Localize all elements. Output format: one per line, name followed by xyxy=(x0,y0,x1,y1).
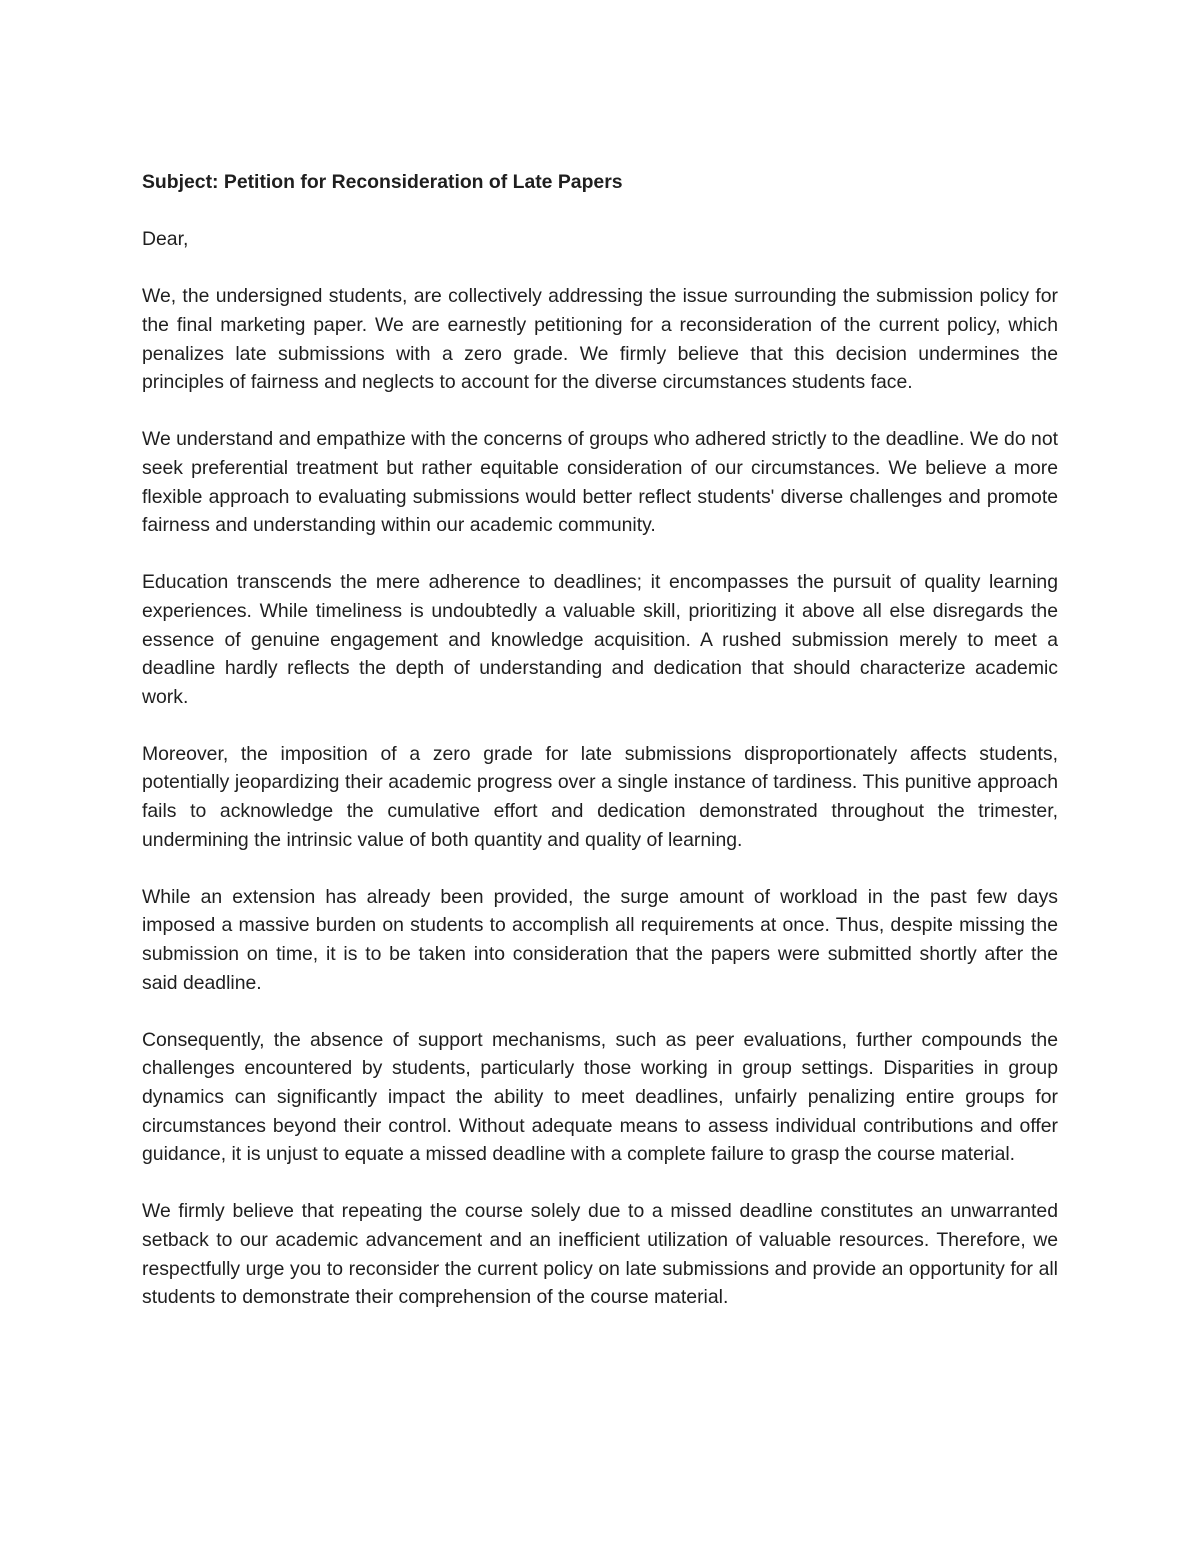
letter-salutation: Dear, xyxy=(142,228,189,251)
letter-body xyxy=(142,168,1058,1312)
letter-paragraph-4: Moreover, the imposition of a zero grade for late submissions disproportionately affects students, potentially jeopardizing their academic progress over a single instance of tardiness. This punitive approach fails to acknowledge the cumulative effort and dedication demonstrated throughout the trimester, undermining the intrinsic value of both quantity and quality of learning. xyxy=(142,742,1058,851)
letter-paragraph-7: We firmly believe that repeating the course solely due to a missed deadline constitutes an unwarranted setback to our academic advancement and an inefficient utilization of valuable resources. Therefore, we respectfully urge you to reconsider the current policy on late submissions and provide an opportunity for all students to demonstrate their comprehension of the course material. xyxy=(142,1200,1058,1309)
letter-paragraph-2: We understand and empathize with the concerns of groups who adhered strictly to the deadline. We do not seek preferential treatment but rather equitable consideration of our circumstances. We believe a more flexible approach to evaluating submissions would better reflect students' diverse challenges and promote fairness and understanding within our academic community. xyxy=(142,428,1058,537)
letter-paragraph-6: Consequently, the absence of support mechanisms, such as peer evaluations, further compounds the challenges encountered by students, particularly those working in group settings. Disparities in group dynamics can significantly impact the ability to meet deadlines, unfairly penalizing entire groups for circumstances beyond their control. Without adequate means to assess individual contributions and offer guidance, it is unjust to equate a missed deadline with a complete failure to grasp the course material. xyxy=(142,1028,1058,1166)
letter-subject: Subject: Petition for Reconsideration of Late Papers xyxy=(142,171,623,193)
letter-paragraph-1: We, the undersigned students, are collectively addressing the issue surrounding the submission policy for the final marketing paper. We are earnestly petitioning for a reconsideration of the current policy, which penalizes late submissions with a zero grade. We firmly believe that this decision undermines the principles of fairness and neglects to account for the diverse circumstances students face. xyxy=(142,285,1058,394)
letter-paragraph-5: While an extension has already been provided, the surge amount of workload in the past few days imposed a massive burden on students to accomplish all requirements at once. Thus, despite missing the submission on time, it is to be taken into consideration that the papers were submitted shortly after the said deadline. xyxy=(142,885,1058,994)
letter-paragraph-3: Education transcends the mere adherence to deadlines; it encompasses the pursuit of quality learning experiences. While timeliness is undoubtedly a valuable skill, prioritizing it above all else disregards the essence of genuine engagement and knowledge acquisition. A rushed submission merely to meet a deadline hardly reflects the depth of understanding and dedication that should characterize academic work. xyxy=(142,571,1058,708)
